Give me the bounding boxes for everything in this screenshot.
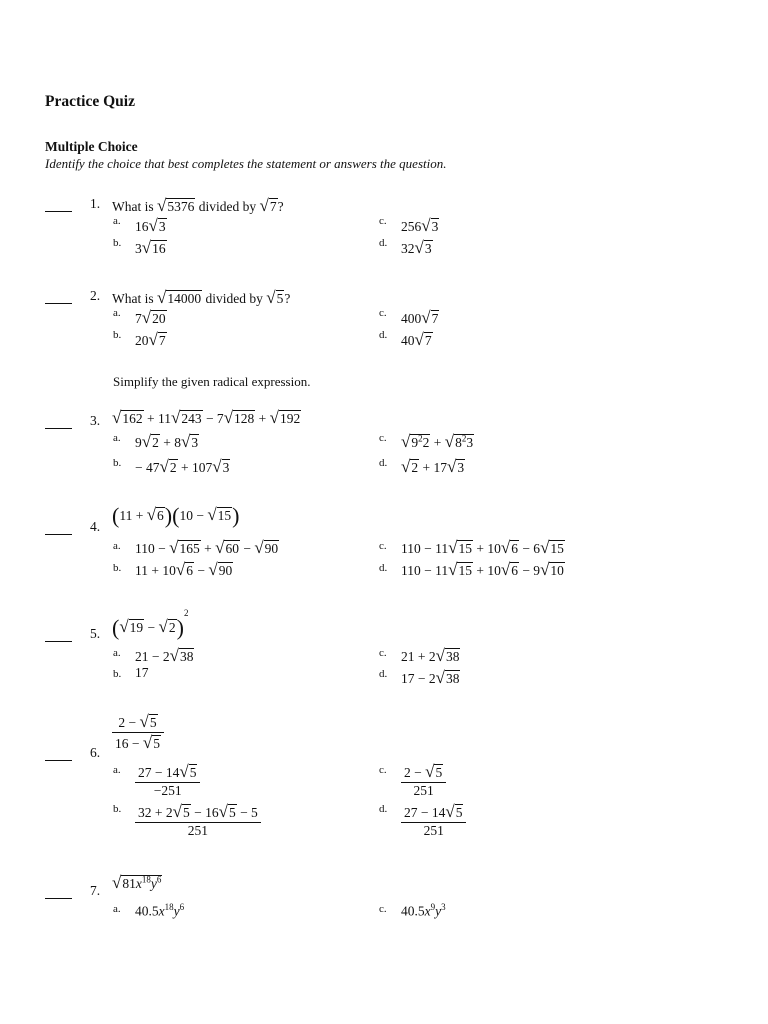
answer-blank[interactable] (45, 303, 72, 304)
question-expression: $√81x^{18}y^6$ (112, 873, 162, 892)
option-c[interactable]: $√9^22 + √8^23$ (401, 432, 474, 451)
option-letter: a. (113, 903, 121, 915)
option-letter: b. (113, 668, 122, 680)
option-a[interactable]: 16√3 (135, 216, 166, 235)
option-letter: c. (379, 307, 387, 319)
question-number: 6. (90, 745, 101, 760)
option-letter: c. (379, 903, 387, 915)
option-d[interactable]: 17 − 2√38 (401, 668, 460, 687)
option-c[interactable]: 400√7 (401, 308, 439, 327)
option-letter: a. (113, 540, 121, 552)
option-c[interactable]: 21 + 2√38 (401, 646, 460, 665)
option-a[interactable]: 110 − √165 + √60 − √90 (135, 538, 279, 557)
section-heading: Multiple Choice (45, 139, 138, 154)
option-c[interactable]: 256√3 (401, 216, 439, 235)
quiz-title: Practice Quiz (45, 93, 135, 110)
answer-blank[interactable] (45, 898, 72, 899)
option-a[interactable]: 9√2 + 8√3 (135, 432, 199, 451)
answer-blank[interactable] (45, 641, 72, 642)
option-d[interactable]: $\frac{27 - 14√5}{251}$ (401, 802, 466, 839)
question-text: What is √5376 divided by √7? (112, 196, 284, 215)
option-letter: c. (379, 432, 387, 444)
option-d[interactable]: 110 − 11√15 + 10√6 − 9√10 (401, 560, 564, 579)
option-c[interactable]: $\frac{2 - √5}{251}$ (401, 762, 446, 799)
question-number: 1. (90, 196, 101, 211)
question-number: 7. (90, 883, 101, 898)
option-a[interactable]: 7√20 (135, 308, 166, 327)
question-expression: (11 + √6)(10 − √15) (112, 503, 240, 528)
option-letter: b. (113, 562, 122, 574)
option-letter: c. (379, 764, 387, 776)
option-letter: c. (379, 215, 387, 227)
option-d[interactable]: 32√3 (401, 238, 432, 257)
question-number: 5. (90, 626, 101, 641)
option-a[interactable]: $\frac{27 - 14√5}{-251}$ (135, 762, 200, 799)
option-letter: d. (379, 457, 388, 469)
answer-blank[interactable] (45, 534, 72, 535)
option-a[interactable]: 21 − 2√38 (135, 646, 194, 665)
option-c[interactable]: $40.5x^9y^3$ (401, 902, 446, 919)
option-b[interactable]: 11 + 10√6 − √90 (135, 560, 233, 579)
option-letter: c. (379, 540, 387, 552)
question-number: 2. (90, 288, 101, 303)
option-letter: a. (113, 432, 121, 444)
question-number: 4. (90, 519, 101, 534)
option-letter: d. (379, 803, 388, 815)
option-b[interactable]: 20√7 (135, 330, 166, 349)
option-c[interactable]: 110 − 11√15 + 10√6 − 6√15 (401, 538, 564, 557)
option-letter: b. (113, 237, 122, 249)
option-letter: d. (379, 329, 388, 341)
option-letter: d. (379, 237, 388, 249)
question-expression: $\frac{2 - √5}{16 - √5}$ (112, 712, 164, 753)
option-b[interactable]: − 47√2 + 107√3 (135, 457, 230, 476)
option-letter: a. (113, 307, 121, 319)
answer-blank[interactable] (45, 428, 72, 429)
answer-blank[interactable] (45, 760, 72, 761)
option-letter: d. (379, 668, 388, 680)
option-letter: a. (113, 215, 121, 227)
section-note: Simplify the given radical expression. (113, 374, 311, 389)
option-d[interactable]: √2 + 17√3 (401, 457, 465, 476)
question-expression: $(√19 - √2)^2$ (112, 608, 189, 640)
option-letter: b. (113, 329, 122, 341)
question-text: What is √14000 divided by √5? (112, 288, 291, 307)
question-number: 3. (90, 413, 101, 428)
question-expression: √162 + 11√243 − 7√128 + √192 (112, 408, 301, 427)
option-b[interactable]: $\frac{32 + 2√5 - 16√5 - 5}{251}$ (135, 802, 261, 839)
option-letter: b. (113, 457, 122, 469)
option-letter: d. (379, 562, 388, 574)
option-b[interactable]: 3√16 (135, 238, 166, 257)
option-letter: a. (113, 647, 121, 659)
option-d[interactable]: 40√7 (401, 330, 432, 349)
option-letter: a. (113, 764, 121, 776)
option-letter: c. (379, 647, 387, 659)
instructions: Identify the choice that best completes the statement or answers the question. (45, 156, 447, 171)
answer-blank[interactable] (45, 211, 72, 212)
option-letter: b. (113, 803, 122, 815)
option-b[interactable]: 17 (135, 665, 149, 680)
option-a[interactable]: $40.5x^{18}y^6$ (135, 902, 185, 919)
